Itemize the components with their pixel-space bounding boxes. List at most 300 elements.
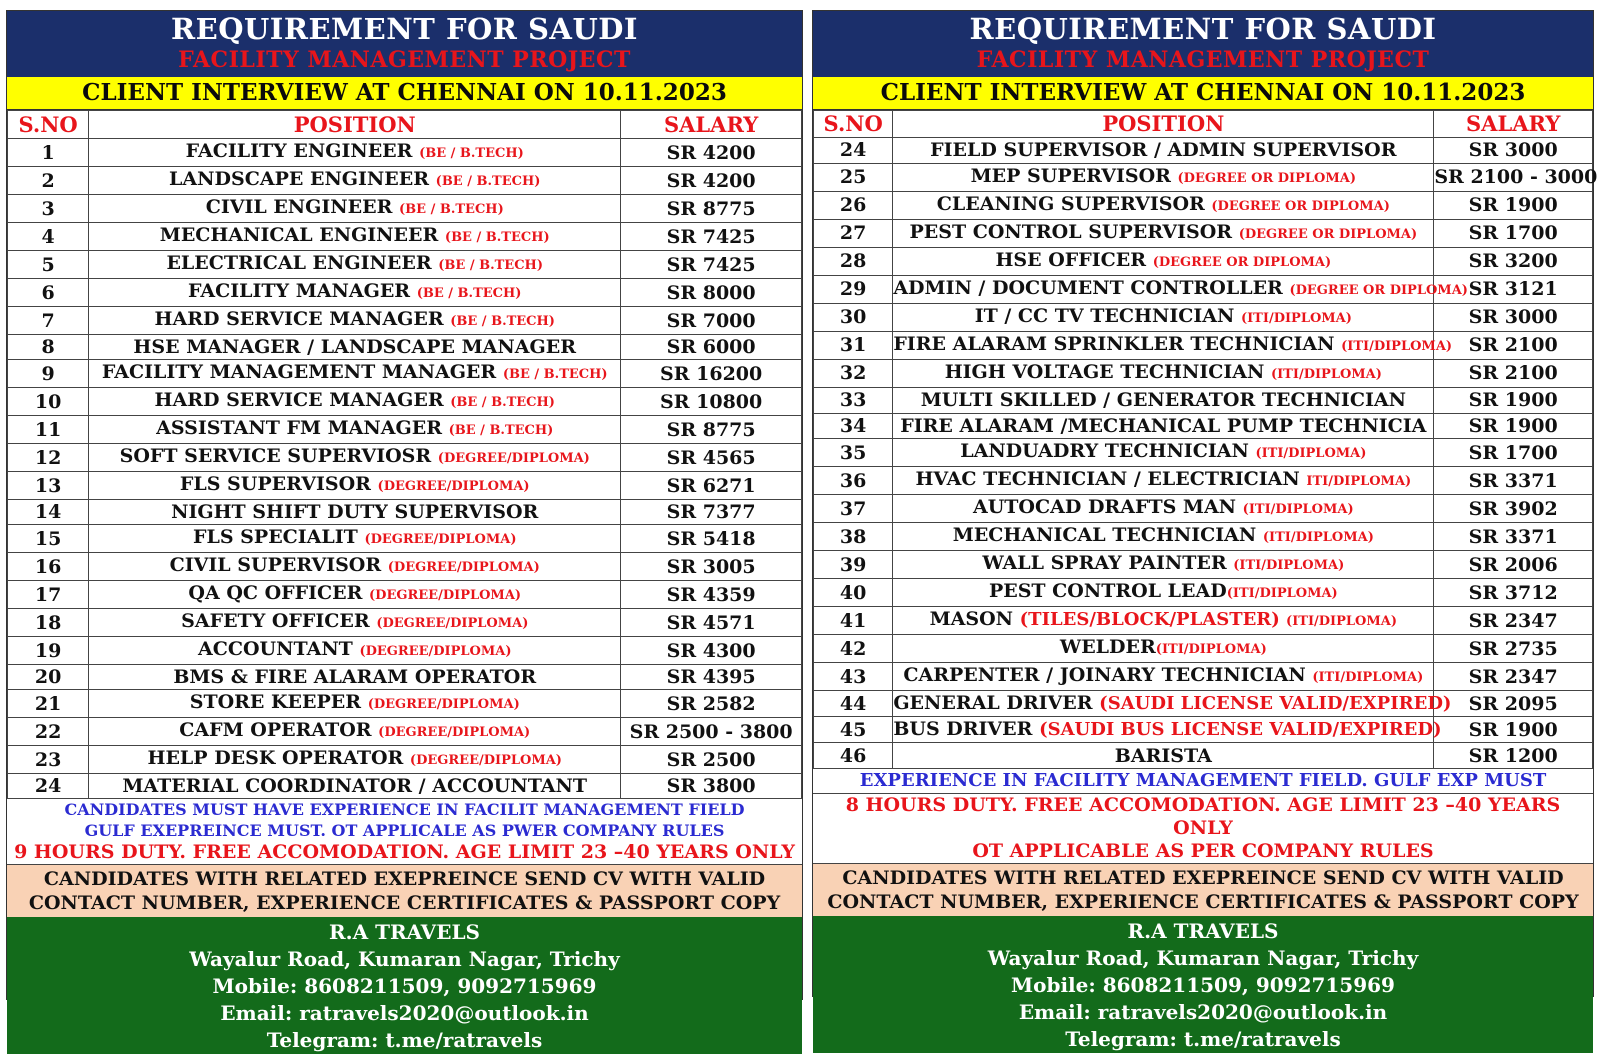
position-qualification: (DEGREE/DIPLOMA) — [359, 644, 512, 659]
row-salary: SR 2006 — [1434, 551, 1593, 579]
row-sno: 16 — [8, 553, 89, 581]
position-title: MECHANICAL ENGINEER — [159, 224, 445, 246]
company-email: Email: ratravels2020@outlook.in — [1018, 1000, 1388, 1025]
header-salary: SALARY — [1434, 111, 1593, 138]
position-title: SOFT SERVICE SUPERVIOSR — [119, 445, 438, 467]
row-sno: 5 — [8, 251, 89, 279]
row-position — [89, 307, 621, 335]
position-qualification: (DEGREE/DIPLOMA) — [437, 451, 590, 466]
position-title: MEP SUPERVISOR — [970, 164, 1178, 187]
position-title: STORE KEEPER — [189, 691, 368, 713]
position-qualification: (ITI/DIPLOMA) — [1262, 530, 1374, 546]
row-position — [89, 388, 621, 416]
row-salary: SR 2100 — [1434, 331, 1593, 359]
row-position — [893, 635, 1434, 663]
position-qualification: (DEGREE/DIPLOMA) — [369, 588, 522, 603]
row-sno: 38 — [814, 523, 893, 551]
position-title: MECHANICAL TECHNICIAN — [952, 524, 1263, 547]
row-sno: 8 — [8, 335, 89, 360]
row-salary: SR 2500 — [621, 746, 802, 774]
right-job-poster — [812, 10, 1598, 1052]
table-row — [814, 247, 1593, 275]
company-telegram: Telegram: t.me/ratravels — [266, 1028, 543, 1052]
position-title: CAFM OPERATOR — [179, 719, 379, 741]
row-salary: SR 4571 — [621, 609, 802, 637]
table-row — [814, 331, 1593, 359]
row-sno: 22 — [8, 718, 89, 746]
position-qualification: (BE / B.TECH) — [448, 423, 554, 438]
row-position — [893, 717, 1442, 743]
row-sno: 35 — [814, 439, 893, 467]
table-header-row — [814, 111, 1593, 138]
position-title: HARD SERVICE MANAGER — [154, 389, 451, 411]
contact-footer — [7, 917, 802, 1054]
row-sno: 24 — [8, 774, 89, 799]
position-title: FIELD SUPERVISOR / ADMIN SUPERVISOR — [930, 139, 1397, 162]
row-salary: SR 4200 — [621, 139, 802, 167]
row-sno: 21 — [8, 690, 89, 718]
position-title: FACILITY ENGINEER — [185, 140, 420, 162]
row-salary: SR 4565 — [621, 444, 802, 472]
table-row — [8, 167, 802, 195]
table-row — [8, 637, 802, 665]
row-sno: 15 — [8, 525, 89, 553]
table-row — [8, 388, 802, 416]
row-salary: SR 4300 — [621, 637, 802, 665]
row-position — [893, 275, 1468, 303]
position-requirement: (SAUDI LICENSE VALID/EXPIRED) — [1099, 693, 1452, 715]
position-title: LANDSCAPE ENGINEER — [169, 168, 436, 190]
row-sno: 32 — [814, 359, 893, 387]
row-position — [89, 525, 621, 553]
row-sno: 31 — [814, 331, 893, 359]
position-title: HSE MANAGER / LANDSCAPE MANAGER — [133, 336, 577, 358]
row-salary: SR 2347 — [1434, 607, 1593, 635]
company-address: Wayalur Road, Kumaran Nagar, Trichy — [189, 947, 620, 971]
interview-banner: CLIENT INTERVIEW AT CHENNAI ON 10.11.2023 — [813, 77, 1593, 110]
table-row — [8, 335, 802, 360]
row-position — [893, 163, 1434, 191]
position-qualification: (ITI/DIPLOMA) — [1341, 338, 1453, 354]
position-title: CLEANING SUPERVISOR — [936, 192, 1212, 215]
row-position — [893, 523, 1434, 551]
position-title: HELP DESK OPERATOR — [147, 747, 410, 769]
row-sno: 13 — [8, 472, 89, 500]
poster-subtitle: FACILITY MANAGEMENT PROJECT — [178, 47, 631, 73]
company-email: Email: ratravels2020@outlook.in — [220, 1001, 589, 1025]
row-salary: SR 1900 — [1434, 191, 1593, 219]
row-position — [89, 167, 621, 195]
position-title: HIGH VOLTAGE TECHNICIAN — [944, 360, 1271, 383]
row-position — [89, 139, 621, 167]
row-salary: SR 2500 - 3800 — [621, 718, 802, 746]
row-position — [89, 360, 621, 388]
table-row — [814, 717, 1593, 743]
jobs-table — [7, 110, 802, 799]
left-job-poster — [6, 10, 803, 1052]
position-title: HVAC TECHNICIAN / ELECTRICIAN — [915, 468, 1307, 491]
row-sno: 18 — [8, 609, 89, 637]
row-position — [89, 195, 621, 223]
position-title: FIRE ALARAM SPRINKLER TECHNICIAN — [893, 332, 1342, 355]
row-sno: 46 — [814, 743, 893, 769]
row-sno: 10 — [8, 388, 89, 416]
table-row — [8, 472, 802, 500]
position-requirement: (TILES/BLOCK/PLASTER) — [1019, 609, 1287, 631]
table-row — [8, 139, 802, 167]
company-name: R.A TRAVELS — [1127, 919, 1279, 944]
position-qualification: (ITI/DIPLOMA) — [1286, 614, 1398, 630]
row-sno: 7 — [8, 307, 89, 335]
duty-note — [813, 794, 1593, 864]
row-position — [89, 553, 621, 581]
position-qualification: (ITI/DIPLOMA) — [1255, 446, 1367, 462]
send-cv-line-2: CONTACT NUMBER, EXPERIENCE CERTIFICATES & PASSPORT COPY — [827, 891, 1579, 914]
row-sno: 19 — [8, 637, 89, 665]
header-salary: SALARY — [621, 111, 802, 139]
row-position — [89, 665, 621, 690]
position-qualification: (DEGREE/DIPLOMA) — [377, 479, 530, 494]
position-title: LANDUADRY TECHNICIAN — [960, 440, 1256, 463]
position-qualification: (DEGREE OR DIPLOMA) — [1177, 170, 1356, 186]
table-row — [814, 413, 1593, 439]
row-position — [893, 439, 1434, 467]
position-qualification: ITI/DIPLOMA) — [1306, 474, 1412, 490]
poster-subtitle: FACILITY MANAGEMENT PROJECT — [976, 47, 1430, 73]
send-cv-line-1: CANDIDATES WITH RELATED EXEPREINCE SEND CV WITH VALID — [43, 868, 766, 890]
row-position — [89, 690, 621, 718]
table-row — [8, 279, 802, 307]
row-salary: SR 7425 — [621, 223, 802, 251]
row-position — [89, 746, 621, 774]
position-title: CIVIL ENGINEER — [205, 196, 400, 218]
row-position — [893, 743, 1434, 769]
table-row — [814, 663, 1593, 691]
position-title: FIRE ALARAM /MECHANICAL PUMP TECHNICIA — [900, 414, 1427, 437]
row-position — [89, 500, 621, 525]
row-position — [893, 359, 1434, 387]
table-row — [8, 360, 802, 388]
poster-header — [7, 11, 802, 77]
row-salary: SR 7000 — [621, 307, 802, 335]
send-cv-line-2: CONTACT NUMBER, EXPERIENCE CERTIFICATES & PASSPORT COPY — [28, 892, 781, 914]
position-title: IT / CC TV TECHNICIAN — [974, 304, 1241, 327]
header-sno: S.NO — [814, 111, 893, 138]
row-position — [893, 219, 1434, 247]
poster-title: REQUIREMENT FOR SAUDI — [171, 12, 638, 46]
table-row — [814, 275, 1593, 303]
row-salary: SR 4200 — [621, 167, 802, 195]
row-salary: SR 1900 — [1434, 413, 1593, 439]
position-title: FLS SUPERVISOR — [179, 473, 378, 495]
row-position — [893, 467, 1434, 495]
position-qualification: (ITI/DIPLOMA) — [1233, 558, 1345, 574]
row-sno: 11 — [8, 416, 89, 444]
table-row — [8, 500, 802, 525]
row-salary: SR 2095 — [1434, 691, 1593, 717]
table-row — [8, 307, 802, 335]
company-mobile: Mobile: 8608211509, 9092715969 — [212, 974, 597, 998]
row-salary: SR 3371 — [1434, 467, 1593, 495]
row-salary: SR 3200 — [1434, 247, 1593, 275]
row-position — [893, 191, 1434, 219]
row-salary: SR 3000 — [1434, 138, 1593, 164]
row-sno: 37 — [814, 495, 893, 523]
table-row — [814, 551, 1593, 579]
row-position — [893, 495, 1434, 523]
row-position — [89, 335, 621, 360]
row-sno: 30 — [814, 303, 893, 331]
position-qualification: (BE / B.TECH) — [416, 286, 522, 301]
position-title: QA QC OFFICER — [188, 582, 370, 604]
row-sno: 27 — [814, 219, 893, 247]
row-position — [89, 609, 621, 637]
position-qualification: (BE / B.TECH) — [399, 202, 504, 217]
position-title: PEST CONTROL SUPERVISOR — [909, 220, 1239, 243]
position-title: WELDER — [1059, 636, 1156, 659]
position-title: BMS & FIRE ALARAM OPERATOR — [173, 666, 537, 688]
position-title: FLS SPECIALIT — [193, 526, 365, 548]
table-row — [814, 743, 1593, 769]
row-sno: 29 — [814, 275, 893, 303]
position-qualification: (BE / B.TECH) — [438, 258, 543, 273]
row-position — [893, 387, 1434, 413]
row-sno: 25 — [814, 163, 893, 191]
row-position — [89, 718, 621, 746]
interview-banner: CLIENT INTERVIEW AT CHENNAI ON 10.11.2023 — [7, 77, 802, 110]
row-salary: SR 4359 — [621, 581, 802, 609]
row-position — [89, 416, 621, 444]
row-sno: 12 — [8, 444, 89, 472]
position-qualification: (BE / B.TECH) — [450, 395, 555, 410]
row-salary: SR 1700 — [1434, 439, 1593, 467]
table-row — [8, 416, 802, 444]
row-salary: SR 3902 — [1434, 495, 1593, 523]
company-telegram: Telegram: t.me/ratravels — [1065, 1027, 1341, 1052]
position-qualification: (BE / B.TECH) — [502, 367, 608, 382]
duty-note-line-1: 8 HOURS DUTY. FREE ACCOMODATION. AGE LIMIT 23 –40 YEARS ONLY — [845, 794, 1561, 840]
position-title: HARD SERVICE MANAGER — [154, 308, 451, 330]
row-sno: 1 — [8, 139, 89, 167]
row-salary: SR 16200 — [621, 360, 802, 388]
row-position — [89, 581, 621, 609]
table-row — [814, 467, 1593, 495]
position-qualification: (ITI/DIPLOMA) — [1226, 586, 1338, 602]
row-sno: 28 — [814, 247, 893, 275]
table-row — [814, 439, 1593, 467]
position-qualification: (ITI/DIPLOMA) — [1155, 642, 1267, 658]
row-salary: SR 2582 — [621, 690, 802, 718]
position-qualification: (DEGREE/DIPLOMA) — [409, 753, 562, 768]
position-title: FACILITY MANAGEMENT MANAGER — [101, 361, 503, 383]
position-title: MASON — [929, 608, 1020, 631]
table-row — [8, 251, 802, 279]
row-salary: SR 6000 — [621, 335, 802, 360]
position-title: BUS DRIVER — [893, 718, 1040, 741]
row-sno: 44 — [814, 691, 893, 717]
row-position — [89, 251, 621, 279]
table-row — [8, 195, 802, 223]
header-position: POSITION — [89, 111, 621, 139]
row-salary: SR 8775 — [621, 195, 802, 223]
row-sno: 42 — [814, 635, 893, 663]
table-row — [8, 774, 802, 799]
company-name: R.A TRAVELS — [329, 920, 480, 944]
row-salary: SR 3121 — [1434, 275, 1593, 303]
position-qualification: (DEGREE/DIPLOMA) — [376, 616, 529, 631]
row-sno: 14 — [8, 500, 89, 525]
row-sno: 24 — [814, 138, 893, 164]
position-title: CARPENTER / JOINARY TECHNICIAN — [903, 664, 1313, 687]
position-title: PEST CONTROL LEAD — [988, 580, 1227, 603]
row-salary: SR 3800 — [621, 774, 802, 799]
row-position — [893, 663, 1434, 691]
send-cv-note — [813, 864, 1593, 916]
row-salary: SR 2347 — [1434, 663, 1593, 691]
row-sno: 4 — [8, 223, 89, 251]
row-sno: 17 — [8, 581, 89, 609]
position-title: ASSISTANT FM MANAGER — [156, 417, 449, 439]
table-header-row — [8, 111, 802, 139]
row-salary: SR 8000 — [621, 279, 802, 307]
table-row — [814, 607, 1593, 635]
jobs-table — [813, 110, 1598, 769]
position-qualification: (DEGREE OR DIPLOMA) — [1211, 198, 1390, 214]
table-row — [814, 691, 1593, 717]
row-sno: 26 — [814, 191, 893, 219]
table-row — [8, 444, 802, 472]
row-salary: SR 3005 — [621, 553, 802, 581]
table-row — [8, 609, 802, 637]
row-sno: 43 — [814, 663, 893, 691]
duty-note: 9 HOURS DUTY. FREE ACCOMODATION. AGE LIMIT 23 –40 YEARS ONLY — [7, 841, 802, 865]
table-row — [8, 665, 802, 690]
position-title: CIVIL SUPERVISOR — [169, 554, 388, 576]
row-sno: 45 — [814, 717, 893, 743]
position-qualification: (ITI/DIPLOMA) — [1242, 502, 1354, 518]
row-position — [89, 774, 621, 799]
position-qualification: (DEGREE/DIPLOMA) — [364, 532, 517, 547]
row-position — [89, 279, 621, 307]
row-position — [89, 472, 621, 500]
row-sno: 2 — [8, 167, 89, 195]
row-salary: SR 5418 — [621, 525, 802, 553]
row-salary: SR 7377 — [621, 500, 802, 525]
row-position — [893, 303, 1434, 331]
row-sno: 9 — [8, 360, 89, 388]
position-qualification: (DEGREE OR DIPLOMA) — [1289, 282, 1468, 298]
table-row — [814, 635, 1593, 663]
row-salary: SR 2100 — [1434, 359, 1593, 387]
table-row — [814, 579, 1593, 607]
table-row — [8, 718, 802, 746]
table-row — [8, 746, 802, 774]
table-row — [8, 581, 802, 609]
row-position — [893, 607, 1434, 635]
row-sno: 3 — [8, 195, 89, 223]
position-qualification: (BE / B.TECH) — [419, 146, 524, 161]
row-position — [893, 331, 1453, 359]
row-position — [89, 637, 621, 665]
row-salary: SR 8775 — [621, 416, 802, 444]
position-title: FACILITY MANAGER — [188, 280, 417, 302]
position-qualification: (DEGREE/DIPLOMA) — [367, 697, 520, 712]
position-qualification: (DEGREE/DIPLOMA) — [387, 560, 540, 575]
row-salary: SR 4395 — [621, 665, 802, 690]
row-salary: SR 1900 — [1434, 387, 1593, 413]
experience-note-line-2: GULF EXEPREINCE MUST. OT APPLICALE AS PWER COMPANY RULES — [84, 821, 725, 840]
row-sno: 41 — [814, 607, 893, 635]
row-sno: 40 — [814, 579, 893, 607]
send-cv-note — [7, 865, 802, 917]
table-row — [8, 223, 802, 251]
header-sno: S.NO — [8, 111, 89, 139]
row-salary: SR 1200 — [1434, 743, 1593, 769]
row-position — [893, 579, 1434, 607]
row-sno: 34 — [814, 413, 893, 439]
row-sno: 6 — [8, 279, 89, 307]
position-requirement: (SAUDI BUS LICENSE VALID/EXPIRED) — [1039, 719, 1442, 741]
table-row — [814, 303, 1593, 331]
row-sno: 33 — [814, 387, 893, 413]
header-position: POSITION — [893, 111, 1434, 138]
position-qualification: (BE / B.TECH) — [435, 174, 541, 189]
row-position — [893, 551, 1434, 579]
position-title: SAFETY OFFICER — [181, 610, 377, 632]
table-row — [814, 138, 1593, 164]
experience-note: EXPERIENCE IN FACILITY MANAGEMENT FIELD. GULF EXP MUST — [813, 769, 1593, 794]
company-mobile: Mobile: 8608211509, 9092715969 — [1011, 973, 1395, 998]
position-qualification: (ITI/DIPLOMA) — [1270, 366, 1382, 382]
row-salary: SR 3000 — [1434, 303, 1593, 331]
position-title: AUTOCAD DRAFTS MAN — [972, 496, 1243, 519]
table-row — [814, 191, 1593, 219]
row-salary: SR 7425 — [621, 251, 802, 279]
position-title: ELECTRICAL ENGINEER — [166, 252, 439, 274]
row-sno: 39 — [814, 551, 893, 579]
position-title: NIGHT SHIFT DUTY SUPERVISOR — [171, 501, 539, 523]
row-salary: SR 10800 — [621, 388, 802, 416]
poster-header — [813, 11, 1593, 77]
row-position — [89, 223, 621, 251]
table-row — [8, 553, 802, 581]
position-title: HSE OFFICER — [995, 248, 1153, 271]
row-sno: 23 — [8, 746, 89, 774]
company-address: Wayalur Road, Kumaran Nagar, Trichy — [987, 946, 1419, 971]
table-row — [814, 523, 1593, 551]
table-row — [8, 690, 802, 718]
position-title: BARISTA — [1114, 744, 1212, 767]
experience-note-line-1: CANDIDATES MUST HAVE EXPERIENCE IN FACILIT MANAGEMENT FIELD — [64, 800, 745, 819]
row-salary: SR 6271 — [621, 472, 802, 500]
row-position — [893, 691, 1452, 717]
experience-note — [7, 799, 802, 841]
position-qualification: (DEGREE/DIPLOMA) — [378, 725, 531, 740]
row-position — [893, 247, 1434, 275]
row-position — [893, 138, 1434, 164]
position-qualification: (DEGREE OR DIPLOMA) — [1238, 226, 1418, 242]
table-row — [8, 525, 802, 553]
row-sno: 36 — [814, 467, 893, 495]
position-title: MATERIAL COORDINATOR / ACCOUNTANT — [122, 775, 588, 797]
row-salary: SR 1900 — [1434, 717, 1593, 743]
position-title: ACCOUNTANT — [198, 638, 360, 660]
row-salary: SR 2100 - 3000 — [1434, 163, 1593, 191]
position-title: GENERAL DRIVER — [893, 692, 1100, 715]
row-salary: SR 1700 — [1434, 219, 1593, 247]
table-row — [814, 359, 1593, 387]
position-qualification: (ITI/DIPLOMA) — [1312, 670, 1424, 686]
